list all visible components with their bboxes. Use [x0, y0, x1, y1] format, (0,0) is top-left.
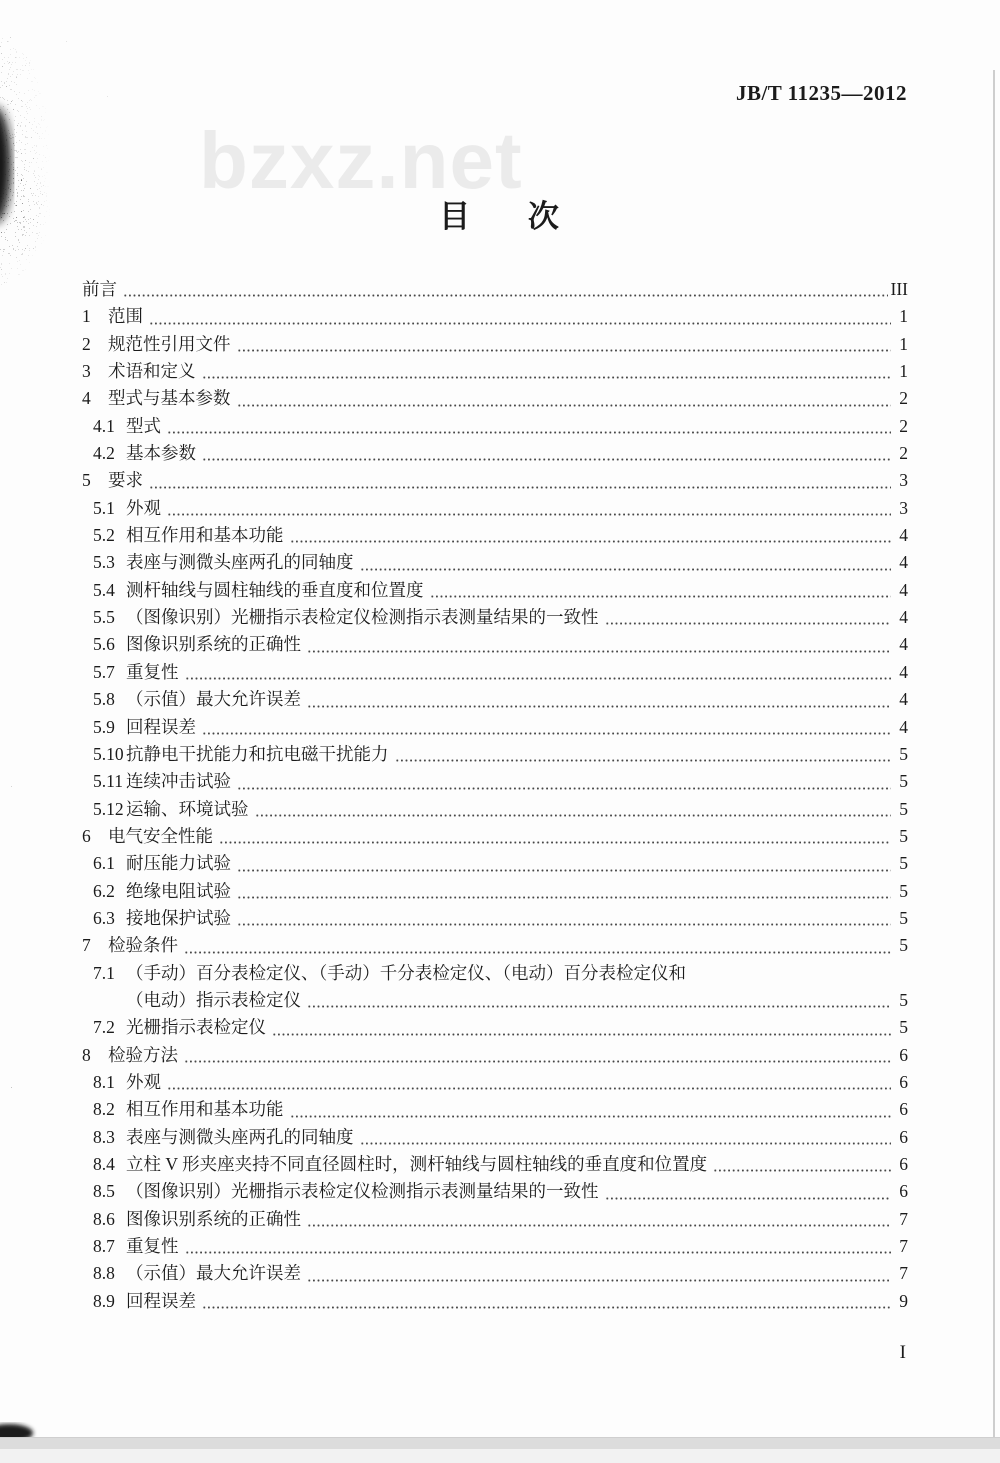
- dot-leader: [237, 404, 892, 407]
- toc-entry-label: 相互作用和基本功能: [126, 525, 284, 546]
- toc-entry-page: 4: [899, 634, 908, 655]
- toc-entry-label: （图像识别）光栅指示表检定仪检测指示表测量结果的一致性: [126, 607, 599, 628]
- dot-leader: [202, 376, 892, 379]
- toc-entry-label: 检验条件: [108, 935, 178, 956]
- toc-entry: [82, 522, 908, 549]
- dot-leader: [290, 1115, 892, 1118]
- toc-entry: [82, 1042, 908, 1069]
- toc-entry-number: 5.9: [93, 716, 115, 737]
- dot-leader: [307, 1005, 891, 1008]
- scan-bottom-margin: [0, 1449, 1000, 1463]
- toc-entry-page: 7: [899, 1208, 908, 1229]
- toc-entry: [82, 823, 908, 850]
- toc-entry: [82, 1206, 908, 1233]
- dot-leader: [237, 787, 891, 790]
- toc-entry-label: （示值）最大允许误差: [126, 1263, 301, 1284]
- dot-leader: [184, 951, 891, 954]
- toc-entry-number: 7: [82, 935, 91, 956]
- toc-entry-number: 5.11: [93, 771, 123, 792]
- toc-entry: [82, 796, 908, 823]
- toc-entry: [82, 768, 908, 795]
- toc-entry: [82, 358, 908, 385]
- dot-leader: [167, 1087, 891, 1090]
- toc-entry: [82, 549, 908, 576]
- toc-entry-page: 6: [899, 1071, 908, 1092]
- dot-leader: [237, 349, 892, 352]
- toc-entry-number: 8.7: [93, 1236, 115, 1257]
- toc-entry-label: 前言: [82, 279, 117, 299]
- toc-entry-number: 5.8: [93, 689, 115, 710]
- toc-entry-label: 图像识别系统的正确性: [126, 634, 301, 655]
- toc-entry-number: 5.5: [93, 607, 115, 628]
- toc-entry-page: 4: [899, 552, 908, 573]
- toc-entry-page: 9: [899, 1290, 908, 1311]
- toc-entry: [82, 714, 908, 741]
- toc-entry: [82, 932, 908, 959]
- dot-leader: [605, 1197, 892, 1200]
- toc-entry-page: 5: [899, 771, 908, 792]
- toc-entry: [82, 276, 908, 303]
- toc-entry: [82, 878, 908, 905]
- toc-entry-label: 测杆轴线与圆柱轴线的垂直度和位置度: [126, 579, 424, 600]
- toc-entry-label: 电气安全性能: [108, 825, 213, 846]
- toc-entry: [82, 659, 908, 686]
- dot-leader: [237, 869, 891, 872]
- toc-entry: [82, 741, 908, 768]
- toc-entry-label: 连续冲击试验: [126, 771, 231, 792]
- dot-leader: [237, 923, 891, 926]
- toc-entry-label: （示值）最大允许误差: [126, 689, 301, 710]
- toc-entry: [82, 1096, 908, 1123]
- toc-entry-label: 耐压能力试验: [126, 853, 231, 874]
- dot-leader: [167, 431, 891, 434]
- toc-entry: [82, 905, 908, 932]
- dot-leader: [255, 814, 892, 817]
- toc-entry-number: 8.8: [93, 1263, 115, 1284]
- toc-entry-label: （手动）百分表检定仪、（手动）千分表检定仪、（电动）百分表检定仪和: [126, 962, 686, 983]
- toc-entry: [82, 385, 908, 412]
- toc-entry-page: 1: [899, 333, 908, 354]
- toc-entry-number: 8.3: [93, 1126, 115, 1147]
- dot-leader: [272, 1033, 891, 1036]
- toc-entry-label: （电动）指示表检定仪: [126, 989, 301, 1010]
- toc-entry-label: 范围: [108, 306, 143, 327]
- toc-entry-label: 立柱 V 形夹座夹持不同直径圆柱时，测杆轴线与圆柱轴线的垂直度和位置度: [126, 1154, 708, 1174]
- toc-entry-page: 4: [899, 661, 908, 682]
- page-title: 目 次: [439, 199, 561, 234]
- toc-entry-label: 外观: [126, 1071, 161, 1092]
- toc-entry-label: 基本参数: [126, 443, 196, 464]
- toc-entry-label: 型式与基本参数: [108, 388, 231, 409]
- dot-leader: [290, 540, 892, 543]
- toc-entry: [82, 577, 908, 604]
- toc-entry: [82, 413, 908, 440]
- toc-entry-number: 5.7: [93, 661, 115, 682]
- toc-entry-number: 8.9: [93, 1290, 115, 1311]
- toc-entry-page: 2: [899, 388, 908, 409]
- dot-leader: [123, 294, 888, 297]
- toc-entry-label: 表座与测微头座两孔的同轴度: [126, 552, 354, 573]
- toc-entry-label: 外观: [126, 497, 161, 518]
- toc-entry: [82, 604, 908, 631]
- toc-entry: [82, 331, 908, 358]
- toc-entry-label: （图像识别）光栅指示表检定仪检测指示表测量结果的一致性: [126, 1181, 599, 1202]
- dot-leader: [202, 732, 891, 735]
- toc-entry-label: 回程误差: [126, 1290, 196, 1311]
- toc-entry-number: 1: [82, 306, 91, 327]
- toc-entry: [82, 960, 908, 987]
- toc-entry-label: 回程误差: [126, 716, 196, 737]
- toc-entry: [82, 631, 908, 658]
- toc-entry-page: 5: [899, 798, 908, 819]
- toc-entry-number: 7.1: [93, 962, 115, 983]
- toc-entry-page: 5: [899, 989, 908, 1010]
- dot-leader: [149, 486, 891, 489]
- toc-entry: [82, 1288, 908, 1315]
- standard-code-header: JB/T 11235—2012: [735, 81, 907, 105]
- toc-entry-number: 5.12: [93, 798, 124, 819]
- dot-leader: [307, 705, 891, 708]
- toc-entry: [82, 850, 908, 877]
- toc-entry-page: 6: [899, 1154, 908, 1174]
- toc-entry-label: 重复性: [126, 661, 179, 682]
- dot-leader: [307, 1279, 891, 1282]
- dot-leader: [307, 650, 891, 653]
- toc-entry-page: 2: [899, 443, 908, 464]
- toc-entry: [82, 303, 908, 330]
- toc-entry-number: 4: [82, 388, 91, 409]
- toc-entry: [82, 1151, 908, 1178]
- toc-entry-label: 运输、环境试验: [126, 798, 249, 819]
- toc-entry-number: 8.2: [93, 1099, 115, 1120]
- toc-entry-number: 8.1: [93, 1071, 115, 1092]
- toc-entry-page: 3: [899, 497, 908, 518]
- toc-entry-label: 光栅指示表检定仪: [126, 1017, 266, 1038]
- dot-leader: [167, 513, 891, 516]
- toc-entry-label: 规范性引用文件: [108, 333, 231, 354]
- toc-entry-label: 相互作用和基本功能: [126, 1099, 284, 1120]
- toc-entry-label: 重复性: [126, 1236, 179, 1257]
- toc-entry-label: 抗静电干扰能力和抗电磁干扰能力: [126, 743, 389, 764]
- toc-entry: [82, 1260, 908, 1287]
- toc-entry-number: 8.6: [93, 1208, 115, 1229]
- toc-entry-label: 绝缘电阻试验: [126, 880, 231, 901]
- toc-entry: [82, 1178, 908, 1205]
- toc-list: [82, 276, 908, 1315]
- toc-entry-page: 6: [899, 1181, 908, 1202]
- toc-entry-number: 5.2: [93, 525, 115, 546]
- toc-entry-page: 1: [899, 306, 908, 327]
- toc-entry-label: 接地保护试验: [126, 907, 231, 928]
- toc-entry-page: III: [890, 279, 908, 299]
- toc-entry-label: 要求: [108, 470, 143, 491]
- toc-entry-page: 4: [899, 607, 908, 628]
- toc-entry-page: 5: [899, 907, 908, 928]
- toc-entry-number: 4.1: [93, 415, 115, 436]
- toc-entry-number: 5.3: [93, 552, 115, 573]
- toc-entry-page: 5: [899, 743, 908, 764]
- folio-page-number: I: [899, 1342, 906, 1363]
- toc-entry-label: 术语和定义: [108, 361, 196, 382]
- dot-leader: [395, 759, 892, 762]
- toc-entry: [82, 686, 908, 713]
- dot-leader: [149, 322, 891, 325]
- toc-entry-page: 2: [899, 415, 908, 436]
- toc-entry-label: 检验方法: [108, 1044, 178, 1065]
- dot-leader: [202, 1306, 891, 1309]
- watermark-text: bzxz.net: [199, 116, 523, 205]
- toc-entry-page: 5: [899, 935, 908, 956]
- toc-entry-number: 3: [82, 361, 91, 382]
- toc-entry-page: 6: [899, 1099, 908, 1120]
- toc-entry-number: 6.1: [93, 853, 115, 874]
- toc-entry: [82, 467, 908, 494]
- dot-leader: [430, 595, 892, 598]
- toc-entry-page: 4: [899, 716, 908, 737]
- dot-leader: [185, 677, 892, 680]
- toc-entry-number: 6.3: [93, 907, 115, 928]
- toc-entry-page: 3: [899, 470, 908, 491]
- dot-leader: [605, 622, 892, 625]
- toc-entry-number: 2: [82, 333, 91, 354]
- toc-entry-number: 5.1: [93, 497, 115, 518]
- toc-entry-page: 7: [899, 1236, 908, 1257]
- dot-leader: [219, 841, 891, 844]
- dot-leader: [185, 1251, 892, 1254]
- toc-entry-page: 5: [899, 825, 908, 846]
- toc-entry-page: 5: [899, 880, 908, 901]
- dot-leader: [713, 1169, 891, 1172]
- toc-entry-page: 6: [899, 1126, 908, 1147]
- toc-entry: [82, 987, 908, 1014]
- toc-entry-label: 表座与测微头座两孔的同轴度: [126, 1126, 354, 1147]
- toc-entry-number: 5.6: [93, 634, 115, 655]
- toc-entry-number: 8.4: [93, 1154, 115, 1174]
- toc-entry-number: 8: [82, 1044, 91, 1065]
- toc-entry-page: 4: [899, 525, 908, 546]
- toc-entry: [82, 440, 908, 467]
- dot-leader: [202, 458, 891, 461]
- dot-leader: [307, 1224, 891, 1227]
- toc-entry-number: 8.5: [93, 1181, 115, 1202]
- toc-entry-number: 4.2: [93, 443, 115, 464]
- toc-entry-page: 7: [899, 1263, 908, 1284]
- toc-entry-page: 6: [899, 1044, 908, 1065]
- toc-entry-number: 7.2: [93, 1017, 115, 1038]
- dot-leader: [360, 1142, 892, 1145]
- dot-leader: [237, 896, 891, 899]
- toc-entry-number: 5: [82, 470, 91, 491]
- toc-entry-number: 5.10: [93, 743, 124, 764]
- toc-entry: [82, 1233, 908, 1260]
- toc-entry-page: 1: [899, 361, 908, 382]
- toc-entry: [82, 495, 908, 522]
- toc-entry-page: 5: [899, 853, 908, 874]
- toc-entry: [82, 1014, 908, 1041]
- scan-edge-line: [993, 70, 995, 1445]
- toc-entry-label: 型式: [126, 415, 161, 436]
- toc-entry-page: 4: [899, 579, 908, 600]
- toc-entry-number: 5.4: [93, 579, 115, 600]
- toc-entry-page: 5: [899, 1017, 908, 1038]
- toc-entry: [82, 1069, 908, 1096]
- toc-entry-number: 6: [82, 825, 91, 846]
- toc-entry-label: 图像识别系统的正确性: [126, 1208, 301, 1229]
- toc-entry-page: 4: [899, 689, 908, 710]
- toc-entry: [82, 1124, 908, 1151]
- toc-entry-number: 6.2: [93, 880, 115, 901]
- dot-leader: [360, 568, 892, 571]
- dot-leader: [184, 1060, 891, 1063]
